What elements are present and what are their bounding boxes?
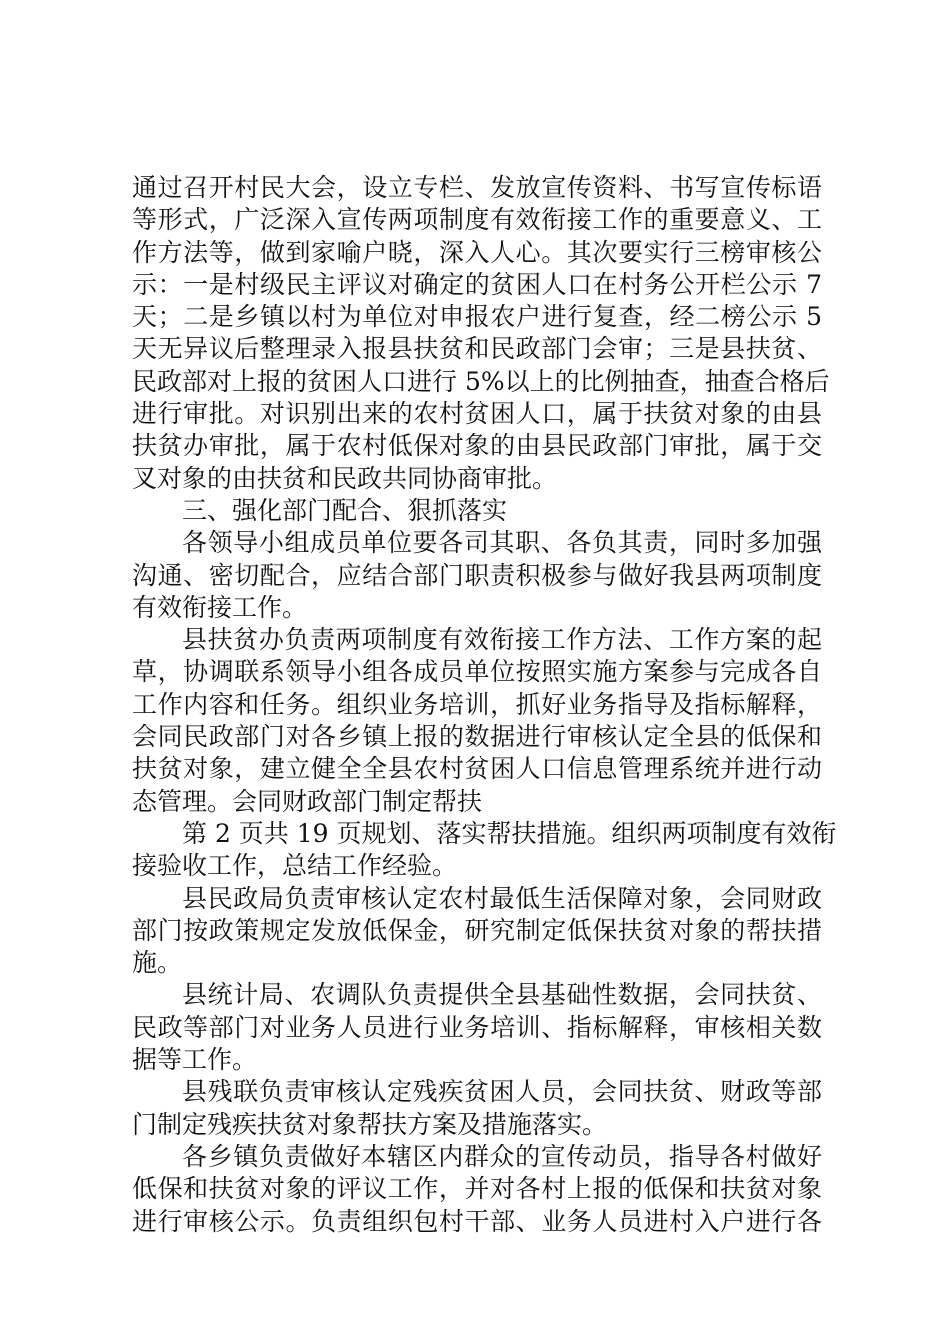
text-line: 天；二是乡镇以村为单位对申报农户进行复查，经二榜公示 5 bbox=[132, 302, 822, 332]
text-line: 三、强化部门配合、狠抓落实 bbox=[182, 495, 508, 525]
text-line: 有效衔接工作。 bbox=[132, 592, 308, 622]
document-body bbox=[132, 172, 837, 1238]
text-line: 据等工作。 bbox=[132, 1045, 258, 1075]
text-line: 门制定残疾扶贫对象帮扶方案及措施落实。 bbox=[132, 1109, 608, 1139]
text-line: 等形式，广泛深入宣传两项制度有效衔接工作的重要意义、工 bbox=[132, 205, 822, 235]
text-line: 作方法等，做到家喻户晓，深入人心。其次要实行三榜审核公 bbox=[132, 237, 822, 267]
text-line: 进行审核公示。负责组织包村干部、业务人员进村入户进行各 bbox=[132, 1206, 822, 1236]
text-line: 民政等部门对业务人员进行业务培训、指标解释，审核相关数 bbox=[132, 1012, 822, 1042]
text-line: 扶贫对象，建立健全全县农村贫困人口信息管理系统并进行动 bbox=[132, 754, 822, 784]
text-line: 各领导小组成员单位要各司其职、各负其责，同时多加强 bbox=[182, 528, 822, 558]
text-line: 接验收工作，总结工作经验。 bbox=[132, 851, 458, 881]
text-line: 民政部对上报的贫困人口进行 5%以上的比例抽查，抽查合格后 bbox=[132, 366, 830, 396]
text-line: 县残联负责审核认定残疾贫困人员，会同扶贫、财政等部 bbox=[182, 1077, 822, 1107]
text-line: 县统计局、农调队负责提供全县基础性数据，会同扶贫、 bbox=[182, 980, 822, 1010]
text-line: 施。 bbox=[132, 948, 183, 978]
text-line: 天无异议后整理录入报县扶贫和民政部门会审；三是县扶贫、 bbox=[132, 334, 822, 364]
text-line: 县扶贫办负责两项制度有效衔接工作方法、工作方案的起 bbox=[182, 625, 822, 655]
text-line: 沟通、密切配合，应结合部门职责积极参与做好我县两项制度 bbox=[132, 560, 822, 590]
text-line: 第 2 页共 19 页规划、落实帮扶措施。组织两项制度有效衔 bbox=[182, 818, 837, 848]
text-line: 态管理。会同财政部门制定帮扶 bbox=[132, 786, 483, 816]
text-line: 各乡镇负责做好本辖区内群众的宣传动员，指导各村做好 bbox=[182, 1141, 822, 1171]
text-line: 叉对象的由扶贫和民政共同协商审批。 bbox=[132, 463, 558, 493]
text-line: 会同民政部门对各乡镇上报的数据进行审核认定全县的低保和 bbox=[132, 722, 822, 752]
text-line: 通过召开村民大会，设立专栏、发放宣传资料、书写宣传标语 bbox=[132, 173, 822, 202]
text-line: 县民政局负责审核认定农村最低生活保障对象，会同财政 bbox=[182, 883, 822, 913]
text-line: 草，协调联系领导小组各成员单位按照实施方案参与完成各自 bbox=[132, 657, 822, 687]
text-line: 低保和扶贫对象的评议工作，并对各村上报的低保和扶贫对象 bbox=[132, 1174, 822, 1204]
text-line: 进行审批。对识别出来的农村贫困人口，属于扶贫对象的由县 bbox=[132, 399, 822, 429]
text-line: 部门按政策规定发放低保金，研究制定低保扶贫对象的帮扶措 bbox=[132, 915, 822, 945]
text-line: 示：一是村级民主评议对确定的贫困人口在村务公开栏公示 7 bbox=[132, 269, 822, 299]
text-line: 扶贫办审批，属于农村低保对象的由县民政部门审批，属于交 bbox=[132, 431, 822, 461]
text-line: 工作内容和任务。组织业务培训，抓好业务指导及指标解释， bbox=[132, 689, 822, 719]
